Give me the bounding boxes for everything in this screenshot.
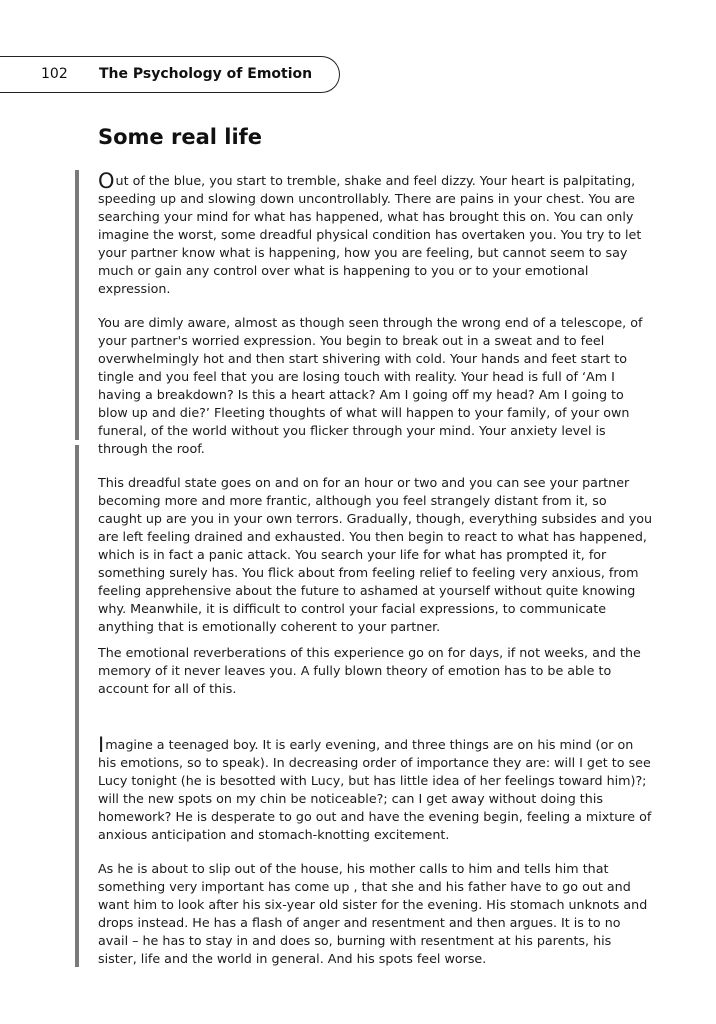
paragraph — [98, 860, 654, 968]
paragraph — [98, 169, 654, 298]
running-header — [0, 56, 340, 93]
page-number: 102 — [41, 66, 68, 82]
section-title: Some real life — [98, 125, 263, 149]
paragraph-text: As he is about to slip out of the house, his mother calls to him and tells him that something very important has come up , that she and his father have to go out and want him to look after his six-year old sister for the evening. His stomach unknots and drops instead. He has a flash of anger and resentment and then argues. It is to no avail – he has to stay in and does so, burning with resentment at his parents, his sister, life and the world in general. And his spots feel worse. — [98, 861, 648, 966]
running-title: The Psychology of Emotion — [99, 66, 313, 82]
paragraph-text: The emotional reverberations of this experience go on for days, if not weeks, and the memory of it never leaves you. A fully blown theory of emotion has to be able to account for all of this. — [98, 645, 641, 696]
paragraph — [98, 733, 654, 844]
case-rule-top — [75, 170, 79, 440]
drop-cap: O — [98, 169, 115, 193]
paragraph-text: This dreadful state goes on and on for an hour or two and you can see your partner becoming more and more frantic, although you feel strangely distant from it, so caught up are you in your own terrors. Gradually, though, everything subsides and you are left feeling drained and exhausted. You then begin to react to what has happened, which is in fact a panic attack. You search your life for what has prompted it, for something surely has. You flick about from feeling relief to feeling very anxious, from feeling apprehensive about the future to ashamed at yourself without quite knowing why. Meanwhile, it is difficult to control your facial expressions, to communicate anything that is emotionally coherent to your partner. — [98, 475, 653, 634]
paragraph-text: You are dimly aware, almost as though seen through the wrong end of a telescope, of your partner's worried expression. You begin to break out in a sweat and to feel overwhelmingly hot and then start shivering with cold. Your hands and feet start to tingle and you feel that you are losing touch with reality. Your head is full of ‘Am I having a breakdown? Is this a heart attack? Am I going off my head? Am I going to blow up and die?’ Fleeting thoughts of what will happen to your family, of your own funeral, of the world without you flicker through your mind. Your anxiety level is through the roof. — [98, 315, 643, 456]
paragraph — [98, 474, 654, 636]
drop-cap: I — [98, 733, 105, 757]
case-study-panic — [98, 169, 654, 698]
paragraph — [98, 644, 654, 698]
case-rule-bottom — [75, 445, 79, 967]
paragraph-text: ut of the blue, you start to tremble, shake and feel dizzy. Your heart is palpitating, speeding up and slowing down uncontrollably. There are pains in your chest. You are searching your mind for what has happened, what has brought this on. You can only imagine the worst, some dreadful physical condition has overtaken you. You try to let your partner know what is happening, how you are feeling, but cannot seem to say much or gain any control over what is happening to you or to your emotional expression. — [98, 173, 642, 296]
paragraph-text: magine a teenaged boy. It is early evening, and three things are on his mind (or on his emotions, so to speak). In decreasing order of importance they are: will I get to see Lucy tonight (he is besotted with Lucy, but has little idea of her feelings toward him)?; will the new spots on my chin be noticeable?; can I get away without doing this homework? He is desperate to go out and have the evening begin, feeling a mixture of anxious anticipation and stomach-knotting excitement. — [98, 737, 652, 842]
paragraph — [98, 314, 654, 458]
case-study-teenager — [98, 733, 654, 968]
